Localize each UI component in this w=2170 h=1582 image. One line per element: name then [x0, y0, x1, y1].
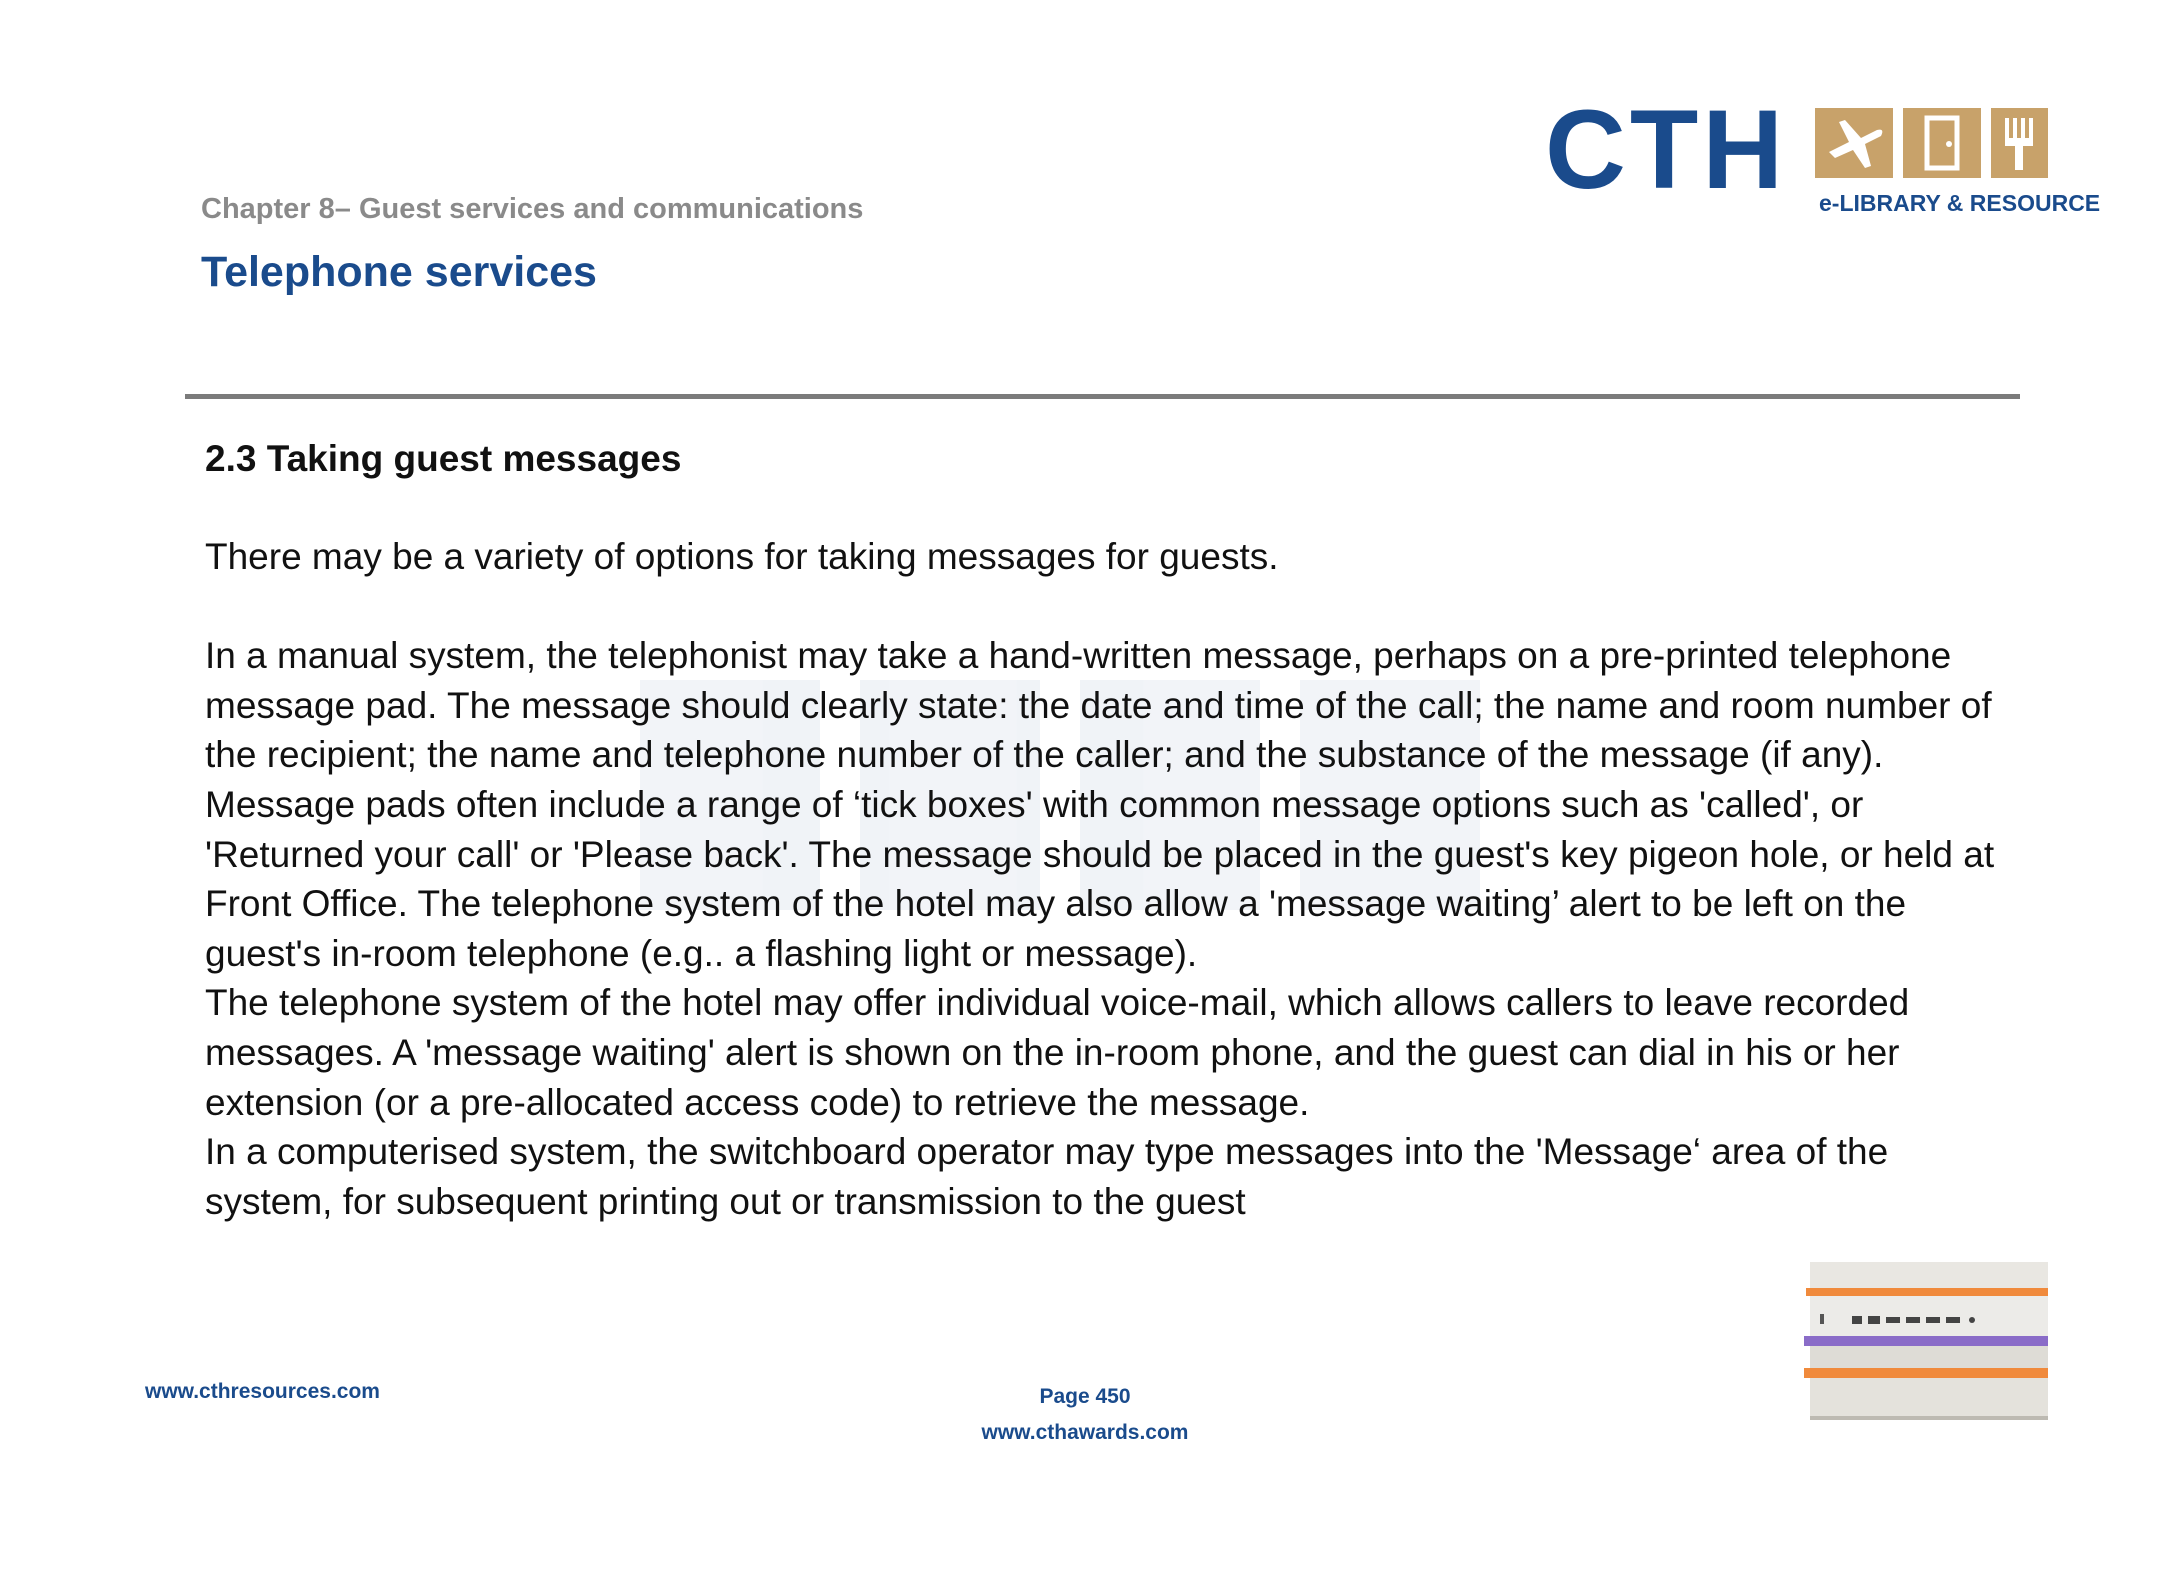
section-heading: 2.3 Taking guest messages: [205, 438, 682, 479]
paragraph: There may be a variety of options for taking messages for guests.: [205, 536, 1279, 577]
footer-awards-link[interactable]: www.cthawards.com: [981, 1421, 1189, 1444]
logo-wordmark: CTH: [1545, 87, 1788, 212]
body-text: [205, 532, 2010, 1226]
fork-icon: [1991, 108, 2048, 178]
paragraph: In a manual system, the telephonist may take a hand-written message, perhaps on a pre-printed telephone message pad. The message should clearly state: the date and time of the call; the name and room number of the recipient; the name and telephone number of the caller; and the substance of the message (if any). Message pads often include a range of ‘tick boxes' with common message options such as 'called', or 'Returned your call' or 'Please back'. The message should be placed in the guest's key pigeon hole, or held at Front Office. The telephone system of the hotel may also allow a 'message waiting’ alert to be left on the guest's in-room telephone (e.g.. a flashing light or message).: [205, 635, 1995, 974]
logo-tagline: e-LIBRARY & RESOURCE: [1819, 190, 2101, 216]
brand-logo: [1545, 87, 2101, 220]
footer-resources-link[interactable]: www.cthresources.com: [145, 1380, 380, 1403]
device-image: [1800, 1262, 2048, 1432]
chapter-label: Chapter 8– Guest services and communications: [201, 193, 864, 225]
header-divider: [185, 394, 2020, 399]
page-number: Page 450: [1039, 1385, 1131, 1408]
page-title: Telephone services: [201, 248, 597, 296]
plane-icon: [1815, 108, 1893, 178]
paragraph: The telephone system of the hotel may offer individual voice-mail, which allows callers to leave recorded messages. A 'message waiting' alert is shown on the in-room phone, and the guest can dial in his or her extension (or a pre-allocated access code) to retrieve the message.: [205, 982, 1910, 1123]
door-icon: [1903, 108, 1981, 178]
paragraph: In a computerised system, the switchboard operator may type messages into the 'Message‘ area of the system, for subsequent printing out or transmission to the guest: [205, 1131, 1889, 1222]
